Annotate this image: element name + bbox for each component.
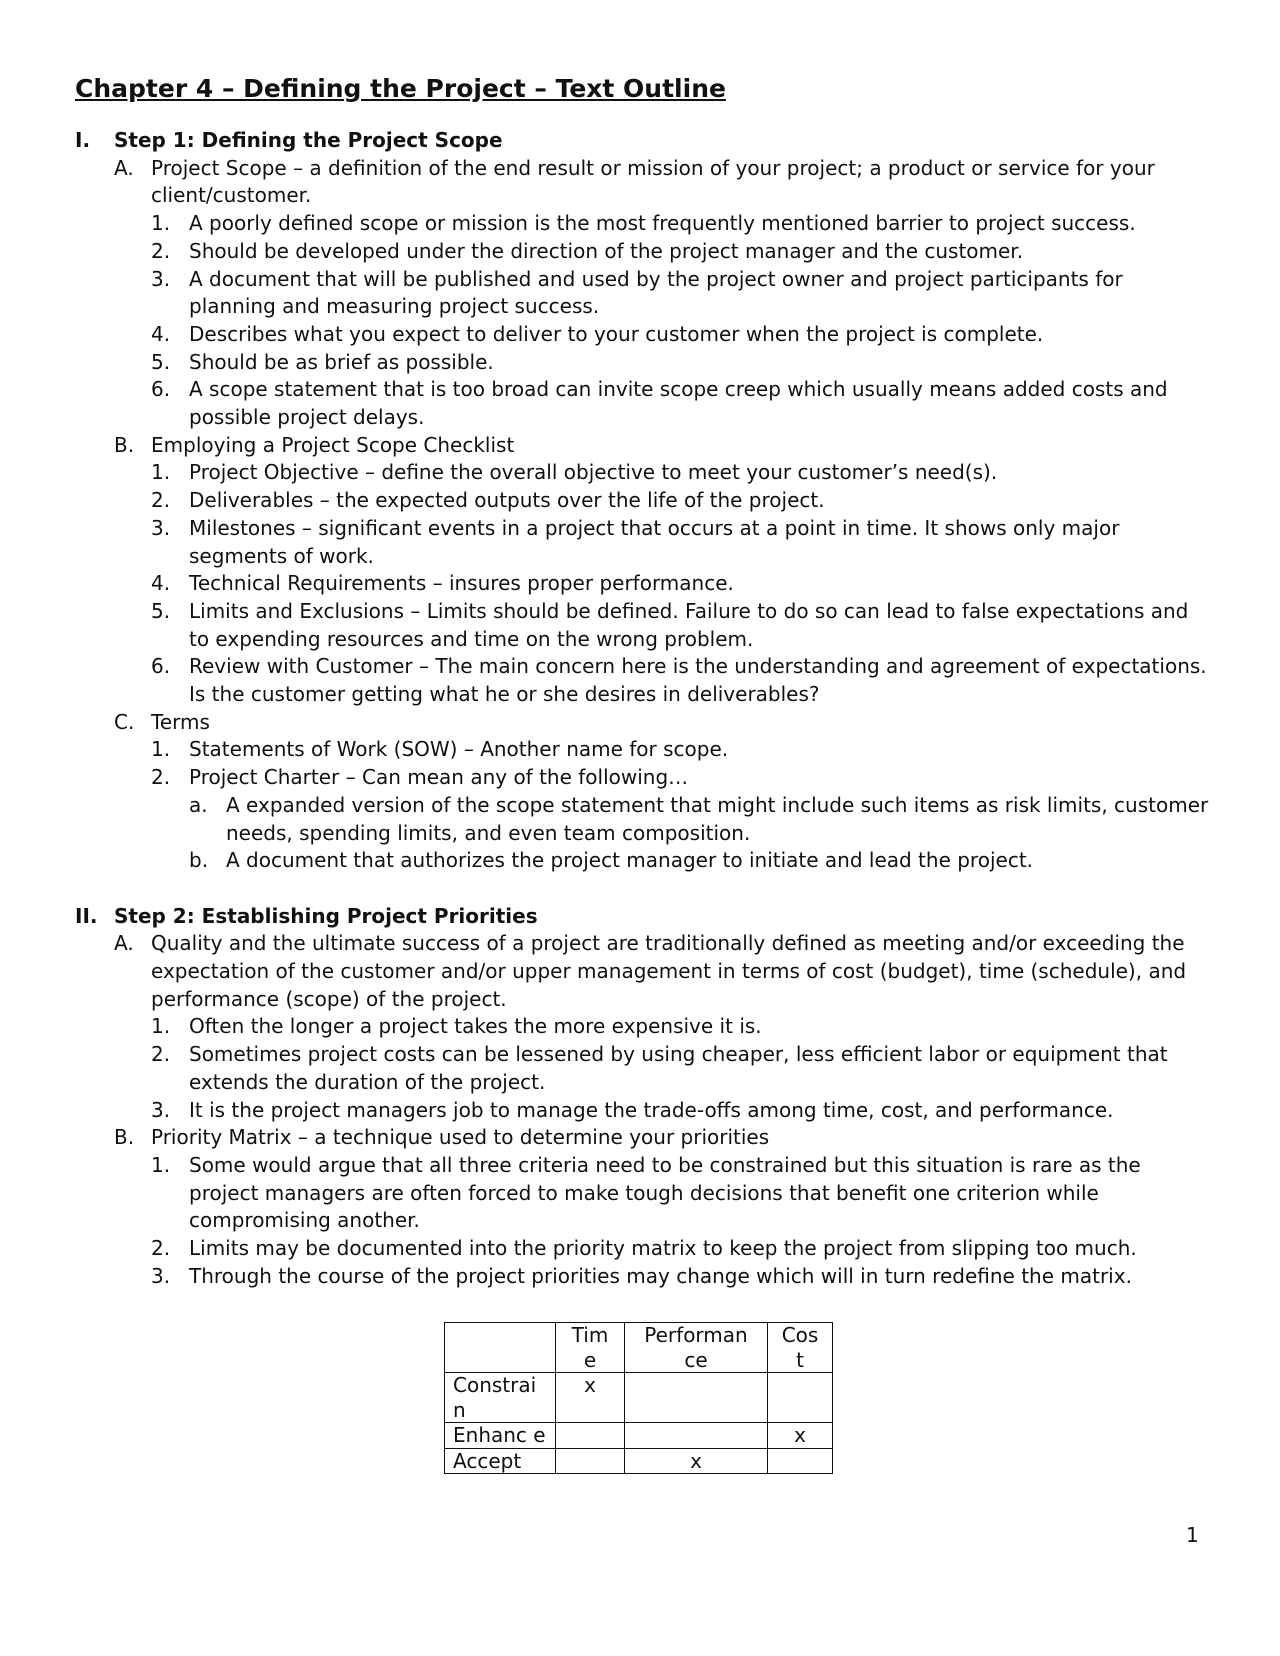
- item-number: 2.: [151, 488, 171, 513]
- outline-item: [75, 432, 1210, 460]
- item-number: 4.: [151, 321, 171, 346]
- outline-item: [75, 1124, 1210, 1152]
- item-number: 3.: [151, 1263, 171, 1288]
- item-text: Project Charter – Can mean any of the following…: [189, 765, 689, 790]
- item-text: Statements of Work (SOW) – Another name for scope.: [189, 737, 729, 762]
- table-header-row: [445, 1323, 833, 1373]
- item-text: Deliverables – the expected outputs over the life of the project.: [189, 488, 825, 513]
- item-number: 4.: [151, 571, 171, 596]
- item-text: A poorly defined scope or mission is the most frequently mentioned barrier to project success.: [189, 211, 1136, 236]
- page-number: 1: [1186, 1523, 1199, 1547]
- item-text: Describes what you expect to deliver to your customer when the project is complete.: [189, 321, 1044, 346]
- table-cell: [625, 1373, 768, 1423]
- outline-subitem: [75, 266, 1210, 321]
- item-number: 2.: [151, 1042, 171, 1067]
- item-text: Should be as brief as possible.: [189, 349, 494, 374]
- outline-subitem: [75, 321, 1210, 349]
- outline-subsubitem: [75, 847, 1210, 875]
- outline-item: [75, 930, 1210, 1013]
- item-text: A expanded version of the scope statement that might include such items as risk limits, customer needs, spending limits, and even team composition.: [226, 792, 1209, 845]
- item-text: A document that will be published and used by the project owner and project participants for planning and measuring project success.: [189, 266, 1123, 319]
- section-title: Step 2: Establishing Project Priorities: [114, 903, 538, 928]
- item-number: A.: [114, 155, 134, 180]
- item-text: Limits may be documented into the priority matrix to keep the project from slipping too much.: [189, 1236, 1137, 1261]
- outline-subitem: [75, 1235, 1210, 1263]
- row-label-constrain: Constrai n: [445, 1373, 556, 1423]
- item-number: 5.: [151, 349, 171, 374]
- item-text: Sometimes project costs can be lessened by using cheaper, less efficient labor or equipment that extends the duration of the project.: [189, 1042, 1168, 1094]
- item-number: 1.: [151, 460, 171, 485]
- item-number: a.: [189, 792, 208, 817]
- table-cell: [556, 1423, 625, 1449]
- table-row: [445, 1448, 833, 1474]
- outline-subitem: [75, 736, 1210, 764]
- outline-subitem: [75, 570, 1210, 598]
- outline-subitem: [75, 238, 1210, 266]
- item-number: 1.: [151, 737, 171, 762]
- section-number: I.: [75, 128, 91, 152]
- outline-subitem: [75, 1097, 1210, 1125]
- outline-subitem: [75, 459, 1210, 487]
- outline-subitem: [75, 764, 1210, 792]
- outline-item: [75, 709, 1210, 737]
- column-header-performance: Performan ce: [625, 1323, 768, 1373]
- item-text: Limits and Exclusions – Limits should be defined. Failure to do so can lead to false expectations and to expending resources and time on the wrong problem.: [189, 598, 1189, 651]
- item-text: Should be developed under the direction of the project manager and the customer.: [189, 238, 1024, 263]
- outline-subitem: [75, 1041, 1210, 1096]
- item-text: A scope statement that is too broad can invite scope creep which usually means added costs and possible project delays.: [189, 377, 1168, 430]
- table-cell: x: [556, 1373, 625, 1423]
- item-text: Milestones – significant events in a project that occurs at a point in time. It shows only major segments of work.: [189, 515, 1120, 568]
- table-cell: [625, 1423, 768, 1449]
- section-title: Step 1: Defining the Project Scope: [114, 128, 503, 152]
- item-text: Quality and the ultimate success of a project are traditionally defined as meeting and/or exceeding the expectation of the customer and/or upper management in terms of cost (budget), time (schedule), and performance (scope) of the project.: [151, 931, 1187, 1011]
- outline: [75, 127, 1210, 1291]
- item-text: Priority Matrix – a technique used to determine your priorities: [151, 1125, 770, 1150]
- outline-subitem: [75, 598, 1210, 653]
- outline-subitem: [75, 487, 1210, 515]
- item-text: Some would argue that all three criteria need to be constrained but this situation is rare as the project managers are often forced to make tough decisions that benefit one criterion while compromising another.: [189, 1153, 1141, 1233]
- item-number: 3.: [151, 515, 171, 540]
- item-text: A document that authorizes the project manager to initiate and lead the project.: [226, 848, 1034, 873]
- item-number: 1.: [151, 1014, 171, 1039]
- item-text: Project Objective – define the overall objective to meet your customer’s need(s).: [189, 460, 998, 485]
- section-heading: [75, 127, 1210, 155]
- column-header-cost: Cos t: [768, 1323, 833, 1373]
- item-text: Terms: [151, 709, 210, 734]
- table-cell: [768, 1448, 833, 1474]
- priority-matrix-table: [444, 1322, 833, 1474]
- item-number: 2.: [151, 1236, 171, 1261]
- item-text: It is the project managers job to manage the trade-offs among time, cost, and performance.: [189, 1097, 1114, 1122]
- item-number: 6.: [151, 377, 171, 402]
- item-number: 1.: [151, 1153, 171, 1177]
- item-text: Project Scope – a definition of the end result or mission of your project; a product or service for your client/customer.: [151, 155, 1155, 208]
- section-number: II.: [75, 903, 98, 928]
- table-row: [445, 1423, 833, 1449]
- item-number: 2.: [151, 238, 171, 263]
- item-number: 6.: [151, 654, 171, 679]
- outline-item: [75, 155, 1210, 210]
- item-number: A.: [114, 931, 134, 956]
- item-text: Technical Requirements – insures proper performance.: [189, 571, 734, 596]
- outline-subitem: [75, 653, 1210, 708]
- outline-subitem: [75, 1263, 1210, 1291]
- document-title: Chapter 4 – Defining the Project – Text Outline: [75, 74, 726, 103]
- item-number: 1.: [151, 211, 171, 236]
- item-text: Employing a Project Scope Checklist: [151, 432, 515, 457]
- table-cell: x: [768, 1423, 833, 1449]
- item-number: 2.: [151, 765, 171, 790]
- table-cell: [768, 1373, 833, 1423]
- outline-subitem: [75, 210, 1210, 238]
- item-number: B.: [114, 1125, 135, 1150]
- outline-subitem: [75, 376, 1210, 431]
- table-row: [445, 1373, 833, 1423]
- row-label-enhance: Enhanc e: [445, 1423, 556, 1449]
- section-spacer: [75, 875, 1210, 903]
- item-text: Review with Customer – The main concern here is the understanding and agreement of expectations. Is the customer getting what he or she desires in deliverables?: [189, 654, 1207, 707]
- section-heading: [75, 903, 1210, 931]
- item-number: 5.: [151, 598, 171, 623]
- outline-subitem: [75, 1152, 1210, 1235]
- column-header-time: Tim e: [556, 1323, 625, 1373]
- item-text: Often the longer a project takes the more expensive it is.: [189, 1014, 762, 1039]
- item-number: B.: [114, 432, 135, 457]
- item-number: 3.: [151, 266, 171, 291]
- outline-subsubitem: [75, 792, 1210, 847]
- item-text: Through the course of the project priorities may change which will in turn redefine the matrix.: [189, 1263, 1132, 1288]
- item-number: 3.: [151, 1097, 171, 1122]
- outline-subitem: [75, 1013, 1210, 1041]
- row-label-accept: Accept: [445, 1448, 556, 1474]
- outline-subitem: [75, 349, 1210, 377]
- table-cell: [556, 1448, 625, 1474]
- table-corner-cell: [445, 1323, 556, 1373]
- outline-subitem: [75, 515, 1210, 570]
- item-number: C.: [114, 709, 135, 734]
- table-cell: x: [625, 1448, 768, 1474]
- item-number: b.: [189, 848, 209, 873]
